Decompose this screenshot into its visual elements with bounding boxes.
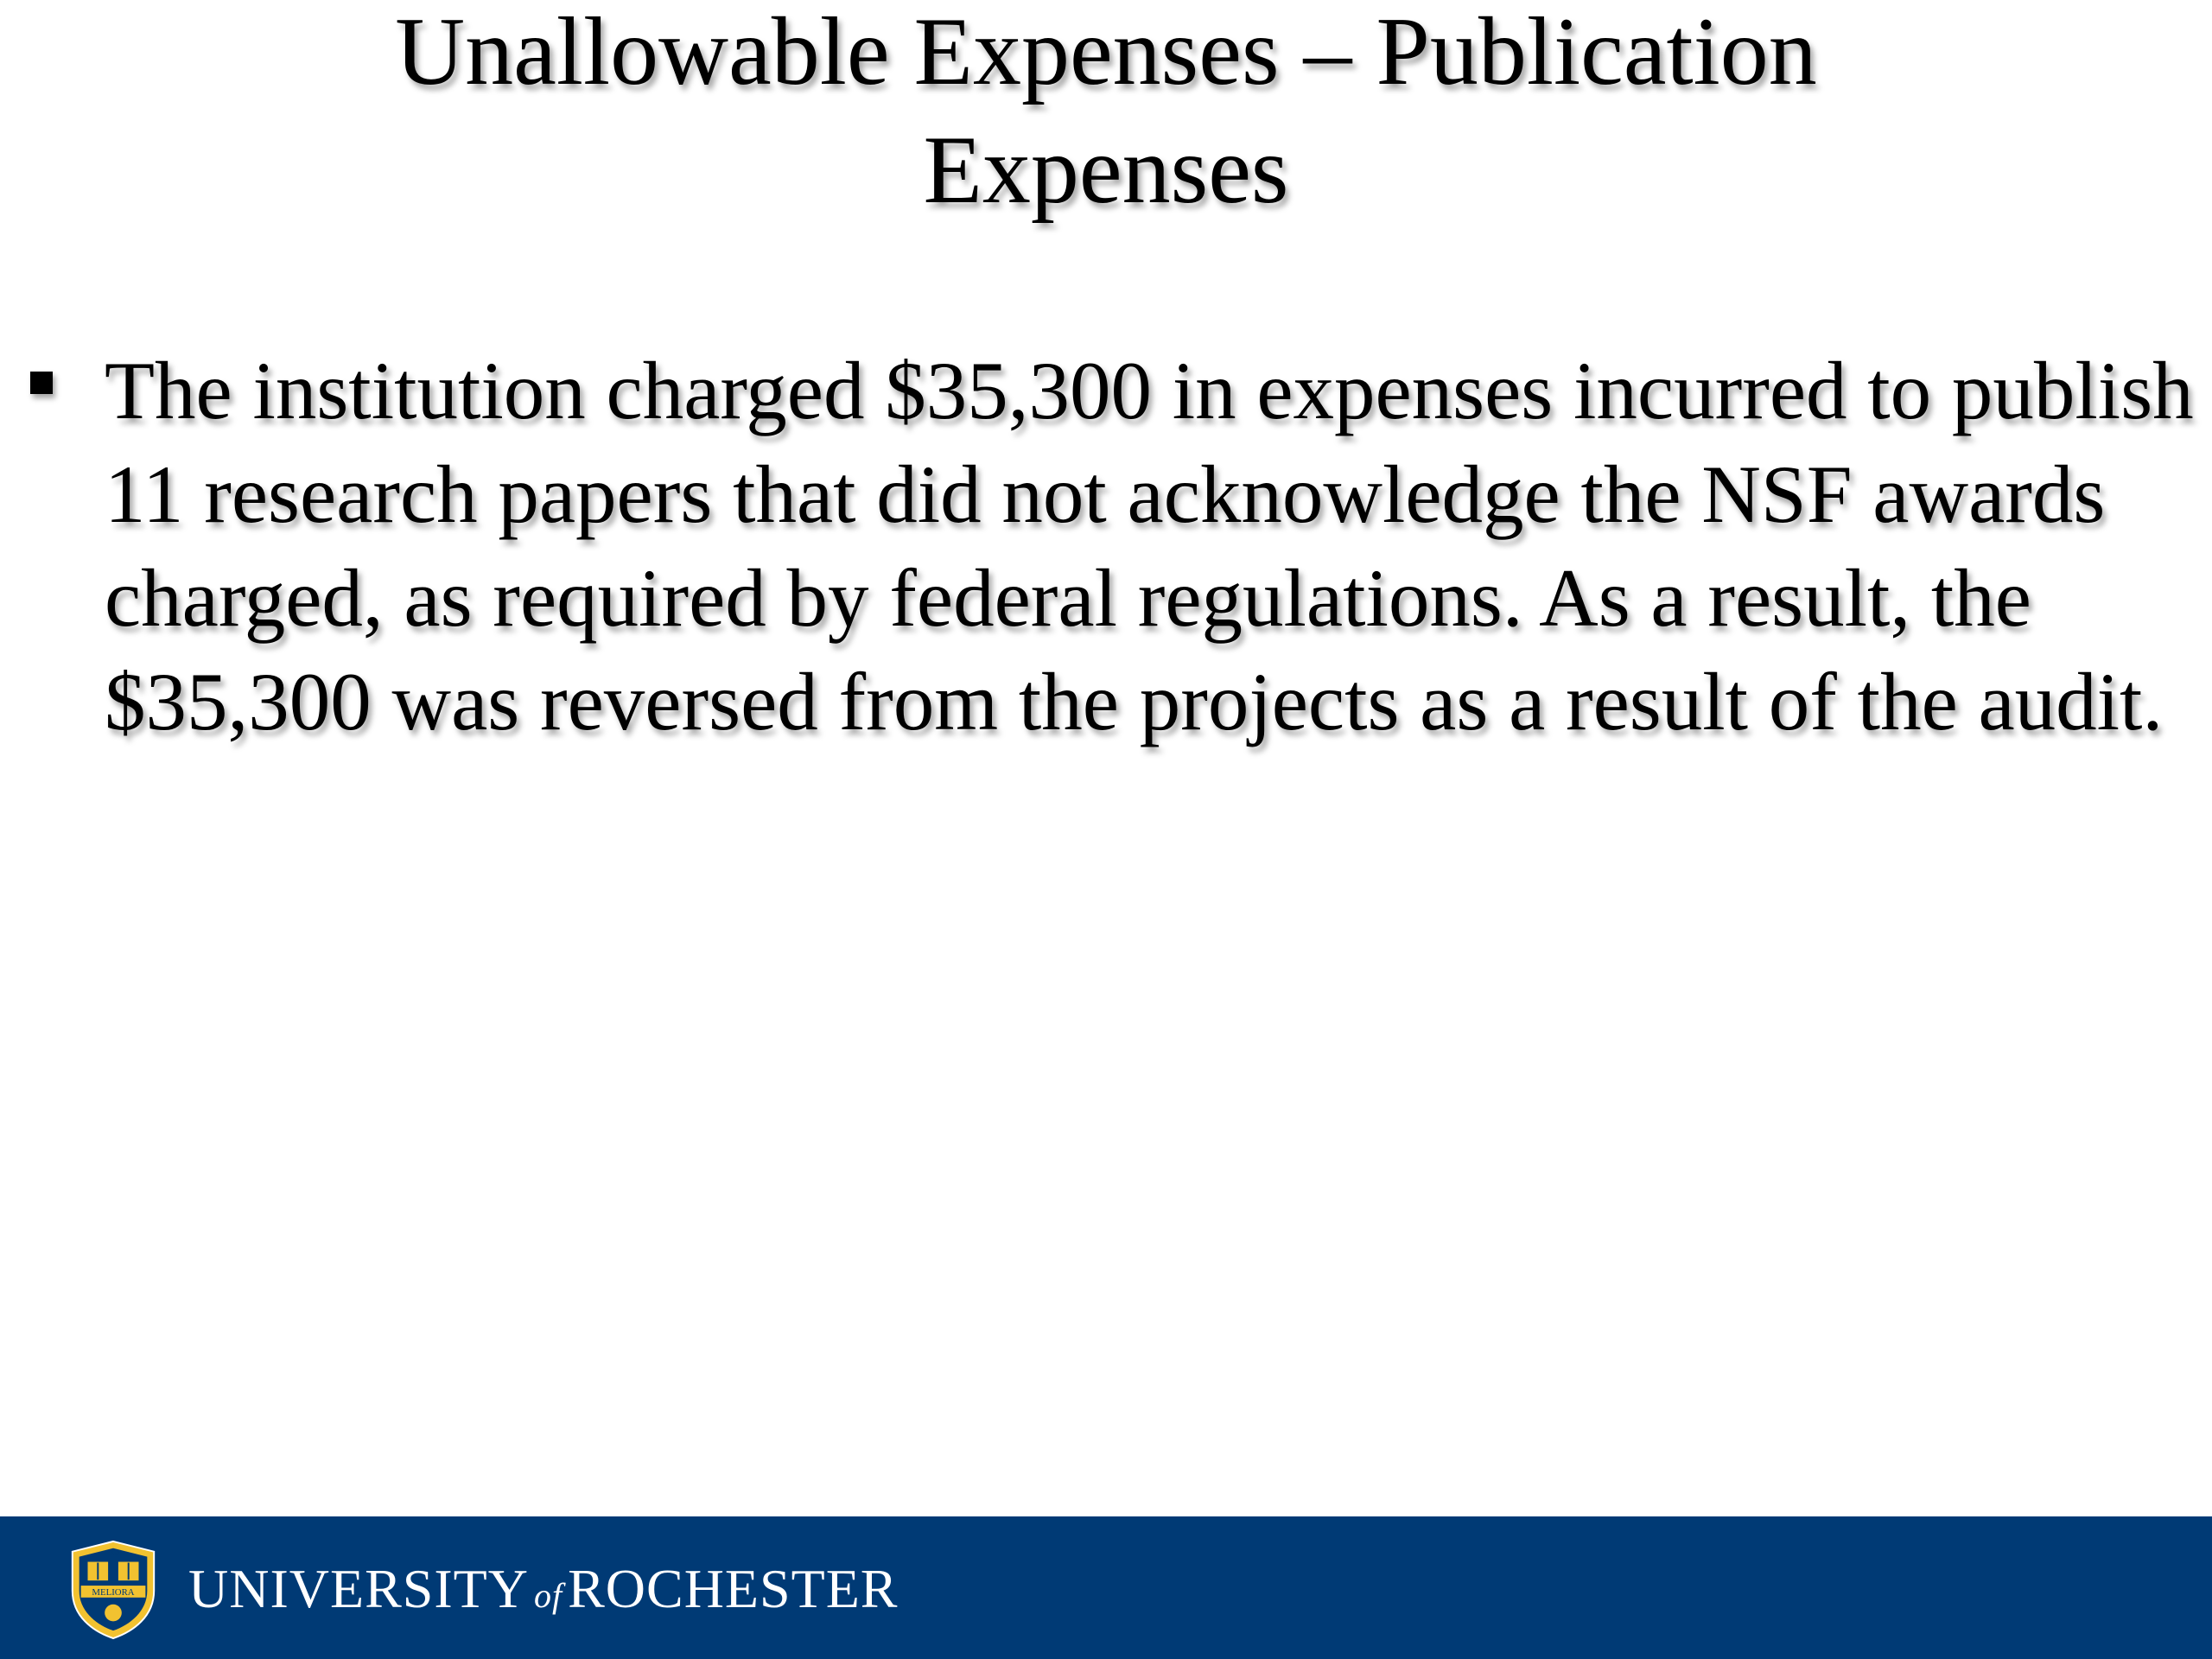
square-bullet-icon (30, 372, 53, 394)
wordmark-part-1: UNIVERSITY (188, 1558, 529, 1619)
slide-title (173, 0, 2039, 230)
wordmark-of: of (533, 1576, 563, 1615)
university-wordmark (188, 1558, 899, 1619)
footer-bar (0, 1516, 2212, 1659)
svg-text:MELIORA: MELIORA (92, 1586, 135, 1598)
slide-title-line-1: Unallowable Expenses – Publication (395, 0, 1817, 105)
svg-text:1850: 1850 (107, 1550, 119, 1557)
bullet-text: The institution charged $35,300 in expenses incurred to publish 11 research papers that did not acknowledge the NSF awards charged, as required by federal regulations. As a result, the $35,300 was reversed from the projects as a result of the audit. (105, 345, 2194, 747)
slide-title-line-2: Expenses (923, 117, 1289, 224)
bullet-item (0, 339, 2212, 753)
university-crest-icon (62, 1538, 164, 1640)
bullet-list (0, 339, 2212, 753)
wordmark-part-2: ROCHESTER (568, 1558, 899, 1619)
university-logo (62, 1538, 898, 1640)
